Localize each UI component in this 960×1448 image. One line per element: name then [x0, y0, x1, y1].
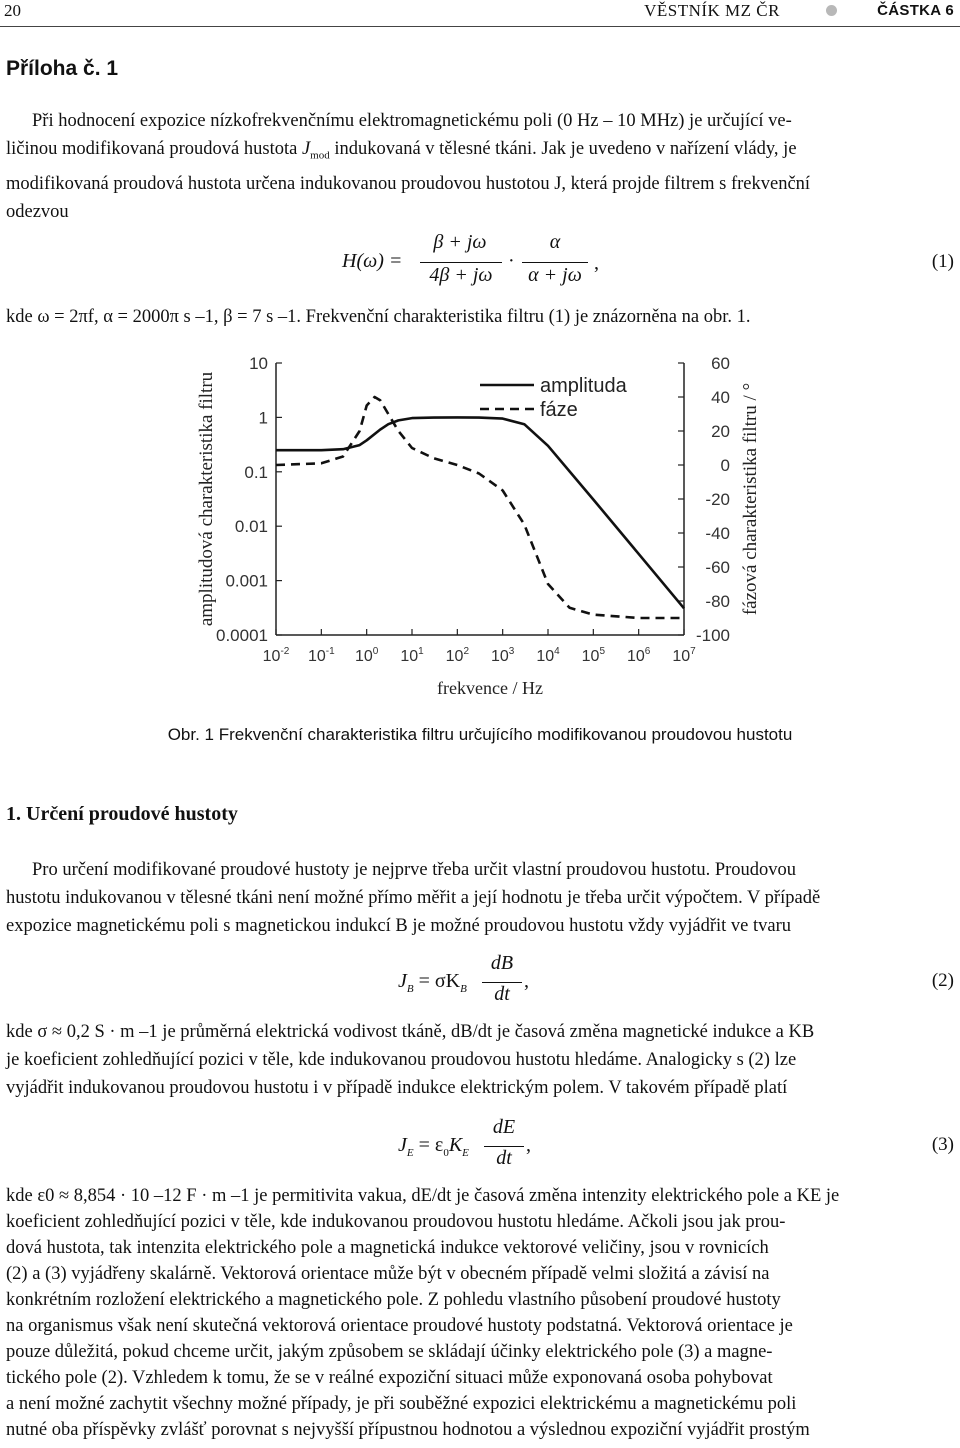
p4-line-10: nutné oba příspěvky zvlášť porovnat s nejvyšší přípustnou hodnotou a výslednou expoziční vyjádřit prostým: [6, 1420, 810, 1440]
eq3-comma: ,: [526, 1134, 531, 1156]
x-tick-label: $10^7$: [672, 646, 696, 665]
p4-line-6: na organismus však není skutečná vektorová orientace proudové hustoty podstatná. Vektorová orientace je: [6, 1316, 793, 1336]
eq3-lhs: $J_E = \varepsilon_0K_E$: [398, 1134, 469, 1159]
page-header: [0, 0, 960, 28]
left-tick-label: 1: [258, 408, 268, 428]
p2-line-2: hustotu indukovanou v tělesné tkáni není možné přímo měřit a její hodnotu je třeba určit výpočtem. V případě: [6, 888, 821, 908]
bullet-dot-icon: [826, 5, 837, 16]
eq2-num: dB: [490, 952, 514, 974]
p4-line-4: (2) a (3) vyjádřeny skalárně. Vektorová orientace může být v obecném případě velmi složitá a závisí na: [6, 1264, 770, 1284]
appendix-title: Příloha č. 1: [6, 57, 119, 80]
left-tick-label: 10: [249, 354, 268, 373]
eq1-fracline-1: [420, 262, 502, 263]
right-tick-label: -80: [705, 592, 730, 611]
intro-line-3: modifikovaná proudová hustota určena indukovanou proudovou hustotou J, která projde filtrem s frekvenční: [6, 173, 811, 194]
x-tick-label: $10^5$: [581, 646, 606, 665]
eq1-fracline-2: [522, 262, 588, 263]
p4-line-2: koeficient zohledňující pozici v těle, kde indukovanou proudovou hustotu hledáme. Ačkoli jsou jak prou-: [6, 1212, 786, 1232]
p4-line-7: pouze důležitá, pokud chceme určit, jakým způsobem se skládají účinky elektrického pole (3) a magne-: [6, 1342, 773, 1362]
x-axis-label: frekvence / Hz: [437, 678, 543, 698]
p3-line-3: vyjádřit indukovanou proudovou hustotu i v případě indukce elektrickým polem. V takovém případě platí: [6, 1078, 788, 1098]
eq1-den2: α + jω: [528, 264, 582, 286]
p3-line-2: je koeficient zohledňující pozici v těle, kde indukovanou proudovou hustotu hledáme. Analogicky s (2) lze: [6, 1050, 797, 1070]
eq1-num2: α: [549, 231, 561, 253]
eq2-lhs: $J_B = \sigma K_B$: [398, 970, 467, 995]
right-tick-label: 40: [711, 388, 730, 407]
section-title: 1. Určení proudové hustoty: [6, 803, 238, 825]
eq1-dot: ·: [508, 250, 515, 272]
p4-line-8: tického pole (2). Vzhledem k tomu, že se v reálné expoziční situaci může exponovaná osoba pohybovat: [6, 1368, 773, 1388]
intro-line-2: ličinou modifikovaná proudová hustota $J_{mod}$ indukovaná v tělesné tkáni. Jak je uvedeno v nařízení vlády, je: [6, 139, 797, 162]
left-tick-label: 0.001: [225, 571, 268, 591]
x-tick-label: $10^1$: [400, 646, 424, 665]
eq3-num: dE: [492, 1116, 516, 1138]
series-line-phase: [276, 397, 684, 618]
paragraph-3: [6, 1018, 956, 1102]
x-tick-label: $10^0$: [354, 646, 379, 665]
legend-label: fáze: [540, 399, 578, 421]
p4-line-3: dová hustota, tak intenzita elektrického pole a magnetická indukce vektorové veličiny, jsou v rovnicích: [6, 1238, 769, 1258]
right-tick-label: -60: [705, 558, 730, 577]
eq1-comma: ,: [594, 252, 599, 274]
paragraph-2: [6, 856, 956, 940]
x-tick-label: $10^3$: [490, 646, 515, 665]
left-axis-label: amplitudová charakteristika filtru: [196, 371, 217, 627]
x-tick-label: $10^6$: [626, 646, 651, 665]
x-tick-label: $10^{-2}$: [262, 646, 290, 665]
intro-paragraph: [6, 107, 956, 226]
p2-line-3: expozice magnetickému poli s magnetickou indukcí B je možné proudovou hustotu vždy vyjádřit ve tvaru: [6, 916, 792, 936]
issue-part: ČÁSTKA 6: [877, 2, 954, 19]
eq1-lhs: H(ω) =: [342, 250, 403, 272]
figure-caption: Obr. 1 Frekvenční charakteristika filtru určujícího modifikovanou proudovou hustotu: [167, 725, 793, 744]
eq2-comma: ,: [524, 970, 529, 992]
right-tick-label: 20: [711, 422, 730, 441]
eq3-number: (3): [931, 1134, 954, 1155]
right-tick-label: -40: [705, 524, 730, 543]
frequency-response-chart: [180, 345, 780, 725]
intro-line-1: Při hodnocení expozice nízkofrekvenčnímu elektromagnetickému poli (0 Hz – 10 MHz) je určující ve-: [32, 111, 792, 131]
journal-title: VĚSTNÍK MZ ČR: [644, 1, 780, 20]
intro-line-4: odezvou: [6, 201, 69, 222]
eq2-number: (2): [931, 970, 954, 991]
eq1-number: (1): [931, 251, 954, 272]
p4-line-1: kde ε0 ≈ 8,854 · 10 –12 F · m –1 je permitivita vakua, dE/dt je časová změna intenzity elektrického pole a KE je: [6, 1186, 840, 1206]
x-tick-label: $10^4$: [536, 646, 560, 665]
right-tick-label: 0: [720, 456, 730, 475]
left-tick-label: 0.01: [234, 517, 268, 537]
eq2-den: dt: [494, 983, 510, 1005]
right-axis-label: fázová charakteristika filtru / °: [740, 382, 761, 616]
page-number: 20: [4, 1, 21, 20]
after-eq1-text: kde ω = 2πf, α = 2000π s –1, β = 7 s –1. Frekvenční charakteristika filtru (1) je znázorněna na obr. 1.: [6, 307, 751, 327]
x-tick-label: $10^{-1}$: [307, 646, 335, 665]
legend-label: amplituda: [540, 375, 627, 397]
left-tick-label: 0.0001: [216, 626, 268, 645]
p4-line-5: konkrétním rozložení elektrického a magnetického pole. Z pohledu vlastního působení proudové hustoty: [6, 1290, 781, 1310]
header-rule: [0, 26, 960, 27]
eq1-num1: β + jω: [433, 231, 487, 253]
x-tick-label: $10^2$: [445, 646, 470, 665]
eq1-den1: 4β + jω: [429, 264, 493, 286]
right-tick-label: 60: [711, 354, 730, 373]
eq3-den: dt: [496, 1147, 512, 1169]
paragraph-4: [6, 1183, 956, 1443]
p4-line-9: a není možné zachytit všechny možné případy, je při souběžné expozici elektrickému a magnetickému poli: [6, 1394, 797, 1414]
p3-line-1: kde σ ≈ 0,2 S · m –1 je průměrná elektrická vodivost tkáně, dB/dt je časová změna magnetické indukce a KB: [6, 1022, 815, 1042]
right-tick-label: -100: [695, 626, 730, 645]
right-tick-label: -20: [705, 490, 730, 509]
series-line-amplitude: [276, 417, 684, 608]
p2-line-1: Pro určení modifikované proudové hustoty je nejprve třeba určit vlastní proudovou hustotu. Proudovou: [32, 860, 797, 880]
left-tick-label: 0.1: [244, 462, 268, 482]
